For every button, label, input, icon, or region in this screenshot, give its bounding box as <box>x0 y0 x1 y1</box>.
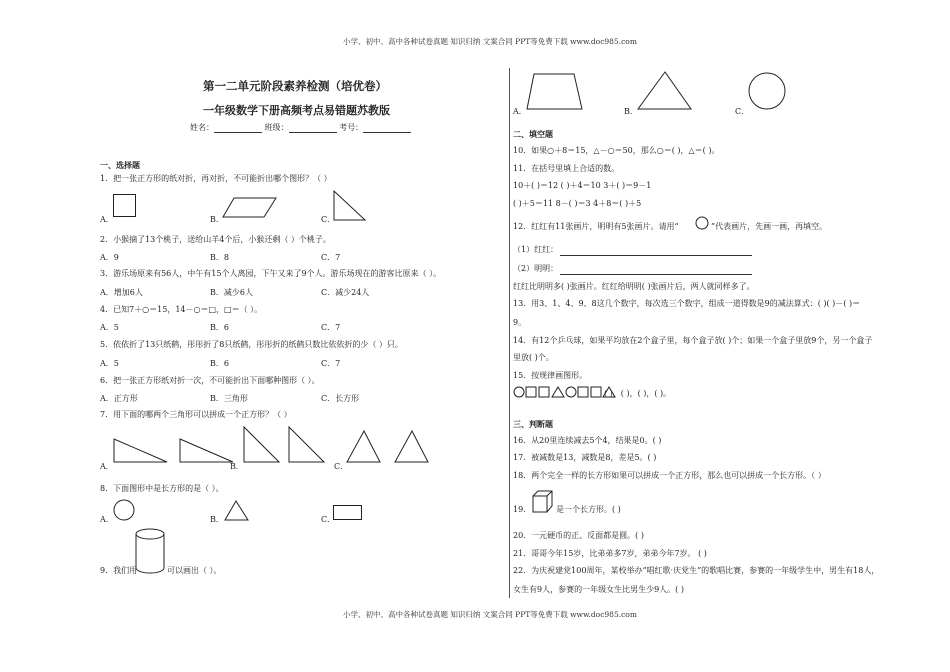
page-footer: 小学、初中、高中各种试卷真题 知识归纳 文案合同 PPT等免费下载 www.doc985.com <box>343 610 637 619</box>
page-subtitle: 一年级数学下册高频考点易错题苏教版 <box>203 104 390 117</box>
q1-option-c: C． <box>321 215 336 224</box>
question-2: 2．小猴摘了13个桃子，送给山羊4个后，小猴还剩（ ）个桃子。 <box>100 235 331 244</box>
q9-option-a: A． <box>513 107 527 116</box>
question-19-number: 19． <box>513 505 532 514</box>
question-13-cont: 9。 <box>513 318 527 327</box>
question-12-ming-label: （2）明明： <box>513 264 559 273</box>
triangle-b1-icon <box>243 426 281 464</box>
question-12-fill: 红红比明明多( )张画片。红红给明明( )张画片后，两人就同样多了。 <box>513 282 755 291</box>
q3-option-c: C．减少24人 <box>321 288 370 297</box>
question-22-cont: 女生有9人，参赛的一年级女生比男生少9人。( ) <box>513 585 684 594</box>
question-12-start: 12．红红有11张画片，明明有5张画片。请用“ <box>513 222 679 231</box>
q2-option-b: B．8 <box>210 253 229 262</box>
page-header: 小学、初中、高中各种试卷真题 知识归纳 文案合同 PPT等免费下载 www.doc985.com <box>343 37 637 46</box>
q7-option-b: B． <box>230 462 244 471</box>
q4-option-b: B．6 <box>210 323 229 332</box>
name-blank[interactable] <box>214 124 262 133</box>
question-15-blanks: ( )，( )，( )，( )。 <box>604 389 672 398</box>
question-20: 20．一元硬币的正、反面都是圆。( ) <box>513 531 644 540</box>
question-11-line-2: ( )＋5＝11 8－( )＝3 4＋8＝( )＋5 <box>513 199 642 208</box>
triangle-b2-icon <box>288 426 326 464</box>
exam-no-label: 考号： <box>339 123 364 132</box>
question-17: 17．被减数是13，减数是8，差是5。( ) <box>513 453 657 462</box>
q6-option-b: B．三角形 <box>210 394 248 403</box>
q6-option-a: A．正方形 <box>100 394 138 403</box>
question-13: 13．用3、1、4、9、8这几个数字，每次选三个数字，组成一道得数是9的减法算式：( )( )－( )＝ <box>513 299 861 308</box>
question-19: 是一个长方形。( ) <box>556 505 621 514</box>
q2-option-a: A．9 <box>100 253 119 262</box>
q4-option-a: A．5 <box>100 323 119 332</box>
triangle-shape-icon <box>224 500 250 522</box>
triangle-c1-icon <box>346 430 382 464</box>
circle-large-icon <box>748 72 788 112</box>
q2-option-c: C．7 <box>321 253 341 262</box>
cube-shape-icon <box>532 490 554 514</box>
q1-option-b: B． <box>210 215 224 224</box>
class-label: 班级： <box>264 123 289 132</box>
question-21: 21．哥哥今年15岁，比弟弟多7岁，弟弟今年7岁。 ( ) <box>513 549 707 558</box>
section-judge-title: 三、判断题 <box>513 419 553 429</box>
triangle-a2-icon <box>179 438 235 464</box>
drawing-circle-icon <box>695 216 709 230</box>
q7-option-a: A． <box>100 462 114 471</box>
question-9-start: 9．我们用 <box>100 566 138 575</box>
question-5: 5．依依折了13只纸鹤，彤彤折了8只纸鹤，彤彤折的纸鹤只数比依依折的少（ ）只。 <box>100 340 403 349</box>
question-12-end: ”代表画片，先画一画，再填空。 <box>711 222 828 231</box>
q7-option-c: C． <box>334 462 349 471</box>
question-11: 11．在括号里填上合适的数。 <box>513 164 620 173</box>
q5-option-b: B．6 <box>210 359 229 368</box>
question-14: 14．有12个乒乓球，如果平均放在2个盒子里，每个盒子放( )个；如果一个盒子里放9个，另一个盒子 <box>513 336 873 345</box>
question-12-red-line[interactable] <box>560 255 752 256</box>
pattern-shapes-icon <box>513 386 613 398</box>
q8-option-a: A． <box>100 515 114 524</box>
rectangle-shape-icon <box>333 505 363 521</box>
section-choice-title: 一、选择题 <box>100 160 140 170</box>
question-16: 16．从20里连续减去5个4，结果是0。( ) <box>513 436 662 445</box>
question-15: 15．按规律画图形。 <box>513 371 588 380</box>
name-label: 姓名： <box>190 123 214 132</box>
q9-option-b: B． <box>624 107 638 116</box>
question-6: 6．把一张正方形纸对折一次，不可能折出下面哪种图形（ ）。 <box>100 376 320 385</box>
q8-option-c: C． <box>321 515 336 524</box>
triangle-a1-icon <box>113 438 169 464</box>
trapezoid-shape-icon <box>526 73 584 111</box>
question-3: 3．游乐场原来有56人，中午有15个人离园，下午又来了9个人。游乐场现在的游客比原来（ ）。 <box>100 269 442 278</box>
question-14-cont: 里放( )个。 <box>513 353 554 362</box>
question-4: 4．已知7＋○＝15，14－○＝□，□＝（ ）。 <box>100 305 263 314</box>
right-triangle-shape-icon <box>333 190 367 222</box>
question-8: 8．下面图形中是长方形的是（ ）。 <box>100 484 224 493</box>
page-title: 第一二单元阶段素养检测（培优卷） <box>203 79 387 93</box>
square-shape-icon <box>113 194 137 218</box>
q5-option-c: C．7 <box>321 359 341 368</box>
q6-option-c: C．长方形 <box>321 394 360 403</box>
q9-option-c: C． <box>735 107 750 116</box>
parallelogram-shape-icon <box>222 197 278 219</box>
student-info <box>190 123 411 133</box>
q5-option-a: A．5 <box>100 359 119 368</box>
question-9-end: 可以画出（ ）。 <box>167 566 222 575</box>
question-1: 1．把一张正方形的纸对折，再对折，不可能折出哪个图形？（ ） <box>100 174 332 183</box>
cylinder-shape-icon <box>135 528 167 576</box>
question-10: 10．如果○＋8＝15，△－○＝50，那么○＝( )，△＝( )。 <box>513 146 720 155</box>
triangle-large-icon <box>637 71 693 111</box>
triangle-c2-icon <box>394 430 430 464</box>
q3-option-a: A．增加6人 <box>100 288 143 297</box>
question-12-ming-line[interactable] <box>560 274 752 275</box>
question-12-red-label: （1）红红： <box>513 245 559 254</box>
column-divider <box>509 68 510 598</box>
circle-shape-icon <box>113 499 135 521</box>
exam-no-blank[interactable] <box>363 124 411 133</box>
q3-option-b: B．减少6人 <box>210 288 253 297</box>
q1-option-a: A． <box>100 215 114 224</box>
class-blank[interactable] <box>289 124 337 133</box>
question-11-line-1: 10＋( )＝12 ( )＋4＝10 3＋( )＝9－1 <box>513 181 652 190</box>
q8-option-b: B． <box>210 515 224 524</box>
q4-option-c: C．7 <box>321 323 341 332</box>
question-7: 7．用下面的哪两个三角形可以拼成一个正方形？（ ） <box>100 410 292 419</box>
question-18: 18．两个完全一样的长方形如果可以拼成一个正方形，那么也可以拼成一个长方形。（ ） <box>513 471 826 480</box>
section-fill-title: 二、填空题 <box>513 129 553 139</box>
question-22: 22．为庆祝建党100周年，某校举办“唱红歌·庆党生”的歌唱比赛，参赛的一年级学生中，男生有18人， <box>513 566 880 575</box>
